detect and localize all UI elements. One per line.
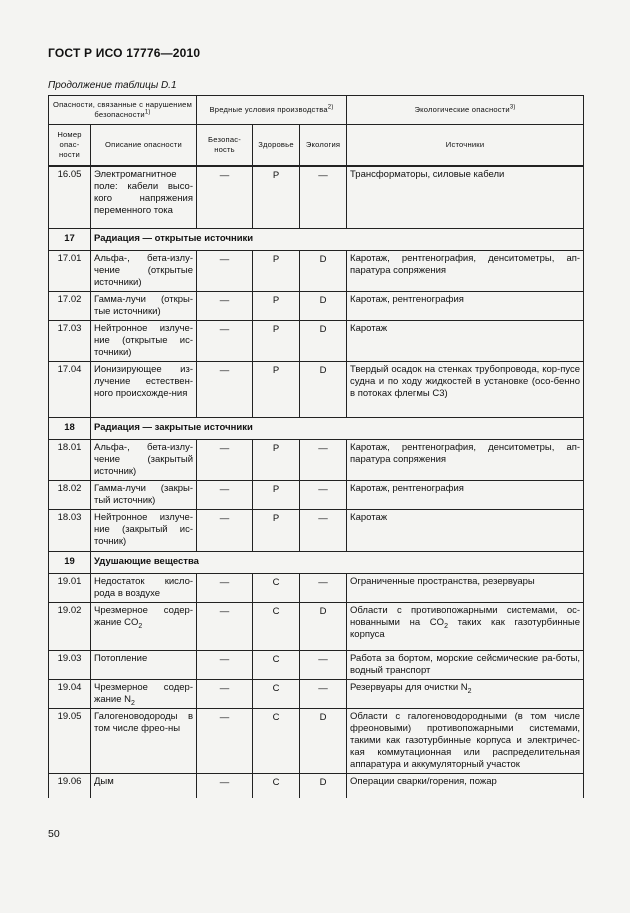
hazard-sources: Каротаж, рентгенография — [347, 481, 584, 510]
safety-mark: — — [197, 708, 253, 773]
ecology-mark: — — [300, 440, 347, 481]
harmful-conditions-group-header: Вредные условия производства$^{2)}$ — [197, 96, 347, 125]
hazard-description: Гамма-лучи (откры-тые источники) — [91, 291, 197, 320]
column-header-ecology: Экология — [300, 125, 347, 167]
column-header-description: Описание опасности — [91, 125, 197, 167]
hazard-sources: Твердый осадок на стенках трубопровода, кор-пусе судна и по ходу жидкостей в установке (осо-бенно в потоках флегмы C3) — [347, 362, 584, 418]
safety-mark: — — [197, 650, 253, 679]
hazard-description: Нейтронное излуче-ние (открытые ис-точники) — [91, 320, 197, 361]
hazard-description: Гамма-лучи (закры-тый источник) — [91, 481, 197, 510]
health-mark: Р — [253, 362, 300, 418]
hazard-number: 18.02 — [49, 481, 91, 510]
page-number: 50 — [48, 828, 60, 840]
health-mark: Р — [253, 291, 300, 320]
hazard-description: Дым — [91, 774, 197, 798]
safety-mark: — — [197, 510, 253, 551]
section-title: Радиация — открытые источники — [91, 228, 584, 250]
hazard-number: 17.01 — [49, 250, 91, 291]
table-row — [49, 250, 584, 291]
section-number: 17 — [49, 228, 91, 250]
hazard-description: Чрезмерное содер-жание $CO_2$ — [91, 602, 197, 650]
hazard-sources: Трансформаторы, силовые кабели — [347, 166, 584, 228]
hazard-table — [48, 95, 584, 798]
table-row — [49, 679, 584, 708]
hazard-description: Галогеноводороды в том числе фрео-ны — [91, 708, 197, 773]
hazard-sources: Каротаж — [347, 510, 584, 551]
section-row — [49, 551, 584, 573]
safety-mark: — — [197, 602, 253, 650]
safety-mark: — — [197, 440, 253, 481]
table-row — [49, 774, 584, 798]
table-caption: Продолжение таблицы D.1 — [48, 80, 177, 91]
ecology-mark: D — [300, 602, 347, 650]
eco-hazards-group-header: Экологические опасности$^{3)}$ — [347, 96, 584, 125]
table-row — [49, 481, 584, 510]
safety-mark: — — [197, 166, 253, 228]
table-row — [49, 291, 584, 320]
hazard-sources: Резервуары для очистки $N_2$ — [347, 679, 584, 708]
column-header-safety: Безопас-ность — [197, 125, 253, 167]
document-header: ГОСТ Р ИСО 17776—2010 — [48, 46, 201, 60]
table-body — [49, 166, 584, 798]
table-row — [49, 602, 584, 650]
hazard-description: Альфа-, бета-излу-чение (закрытый источник) — [91, 440, 197, 481]
hazard-description: Потопление — [91, 650, 197, 679]
column-header-number: Номер опас-ности — [49, 125, 91, 167]
column-header-sources: Источники — [347, 125, 584, 167]
hazard-number: 19.04 — [49, 679, 91, 708]
ecology-mark: — — [300, 166, 347, 228]
column-header-health: Здоровье — [253, 125, 300, 167]
health-mark: Р — [253, 320, 300, 361]
health-mark: С — [253, 679, 300, 708]
table-row — [49, 510, 584, 551]
hazard-sources: Работа за бортом, морские сейсмические ра-боты, водный транспорт — [347, 650, 584, 679]
section-row — [49, 228, 584, 250]
group-header-row — [49, 96, 584, 125]
health-mark: Р — [253, 440, 300, 481]
hazard-description: Нейтронное излуче-ние (закрытый ис-точник) — [91, 510, 197, 551]
hazard-description: Ионизирующее из-лучение естествен-ного происхожде-ния — [91, 362, 197, 418]
ecology-mark: D — [300, 362, 347, 418]
ecology-mark: — — [300, 481, 347, 510]
table-row — [49, 708, 584, 773]
table-row — [49, 650, 584, 679]
health-mark: Р — [253, 481, 300, 510]
health-mark: С — [253, 650, 300, 679]
hazard-number: 19.03 — [49, 650, 91, 679]
hazard-sources: Каротаж, рентгенография — [347, 291, 584, 320]
hazard-number: 19.06 — [49, 774, 91, 798]
ecology-mark: — — [300, 573, 347, 602]
table-row — [49, 573, 584, 602]
hazard-number: 19.02 — [49, 602, 91, 650]
table-row — [49, 362, 584, 418]
safety-mark: — — [197, 679, 253, 708]
ecology-mark: D — [300, 708, 347, 773]
ecology-mark: D — [300, 320, 347, 361]
safety-mark: — — [197, 362, 253, 418]
section-row — [49, 418, 584, 440]
hazard-sources: Ограниченные пространства, резервуары — [347, 573, 584, 602]
safety-mark: — — [197, 481, 253, 510]
table-row — [49, 166, 584, 228]
health-mark: С — [253, 573, 300, 602]
hazard-description: Недостаток кисло-рода в воздухе — [91, 573, 197, 602]
safety-mark: — — [197, 774, 253, 798]
ecology-mark: D — [300, 774, 347, 798]
column-header-row — [49, 125, 584, 167]
ecology-mark: — — [300, 679, 347, 708]
hazard-number: 18.03 — [49, 510, 91, 551]
section-number: 19 — [49, 551, 91, 573]
hazard-sources: Области с галогеноводородными (в том числе фреоновыми) противопожарными системами, такими как газотурбинные корпуса и электричес-кая коммутационная или распределительная аппаратура и аккумуляторный участок — [347, 708, 584, 773]
health-mark: С — [253, 708, 300, 773]
section-number: 18 — [49, 418, 91, 440]
health-mark: Р — [253, 166, 300, 228]
hazard-number: 18.01 — [49, 440, 91, 481]
hazard-sources: Каротаж — [347, 320, 584, 361]
hazard-number: 16.05 — [49, 166, 91, 228]
hazard-sources: Области с противопожарными системами, ос-нованными на $CO_2$ таких как газотурбинные корпуса — [347, 602, 584, 650]
hazard-description: Электромагнитное поле: кабели высо-кого напряжения переменного тока — [91, 166, 197, 228]
safety-mark: — — [197, 291, 253, 320]
health-mark: С — [253, 774, 300, 798]
ecology-mark: D — [300, 291, 347, 320]
section-title: Радиация — закрытые источники — [91, 418, 584, 440]
ecology-mark: — — [300, 510, 347, 551]
hazards-group-header: Опасности, связанные с нарушением безопасности$^{1)}$ — [49, 96, 197, 125]
hazard-description: Чрезмерное содер-жание $N_2$ — [91, 679, 197, 708]
safety-mark: — — [197, 320, 253, 361]
hazard-description: Альфа-, бета-излу-чение (открытые источники) — [91, 250, 197, 291]
section-title: Удушающие вещества — [91, 551, 584, 573]
table-row — [49, 320, 584, 361]
table-row — [49, 440, 584, 481]
health-mark: Р — [253, 510, 300, 551]
safety-mark: — — [197, 573, 253, 602]
hazard-number: 19.01 — [49, 573, 91, 602]
hazard-sources: Операции сварки/горения, пожар — [347, 774, 584, 798]
hazard-number: 17.03 — [49, 320, 91, 361]
ecology-mark: — — [300, 650, 347, 679]
health-mark: Р — [253, 250, 300, 291]
hazard-number: 17.02 — [49, 291, 91, 320]
health-mark: С — [253, 602, 300, 650]
hazard-number: 17.04 — [49, 362, 91, 418]
hazard-sources: Каротаж, рентгенография, денситометры, ап-паратура сопряжения — [347, 250, 584, 291]
ecology-mark: D — [300, 250, 347, 291]
hazard-sources: Каротаж, рентгенография, денситометры, ап-паратура сопряжения — [347, 440, 584, 481]
safety-mark: — — [197, 250, 253, 291]
hazard-number: 19.05 — [49, 708, 91, 773]
